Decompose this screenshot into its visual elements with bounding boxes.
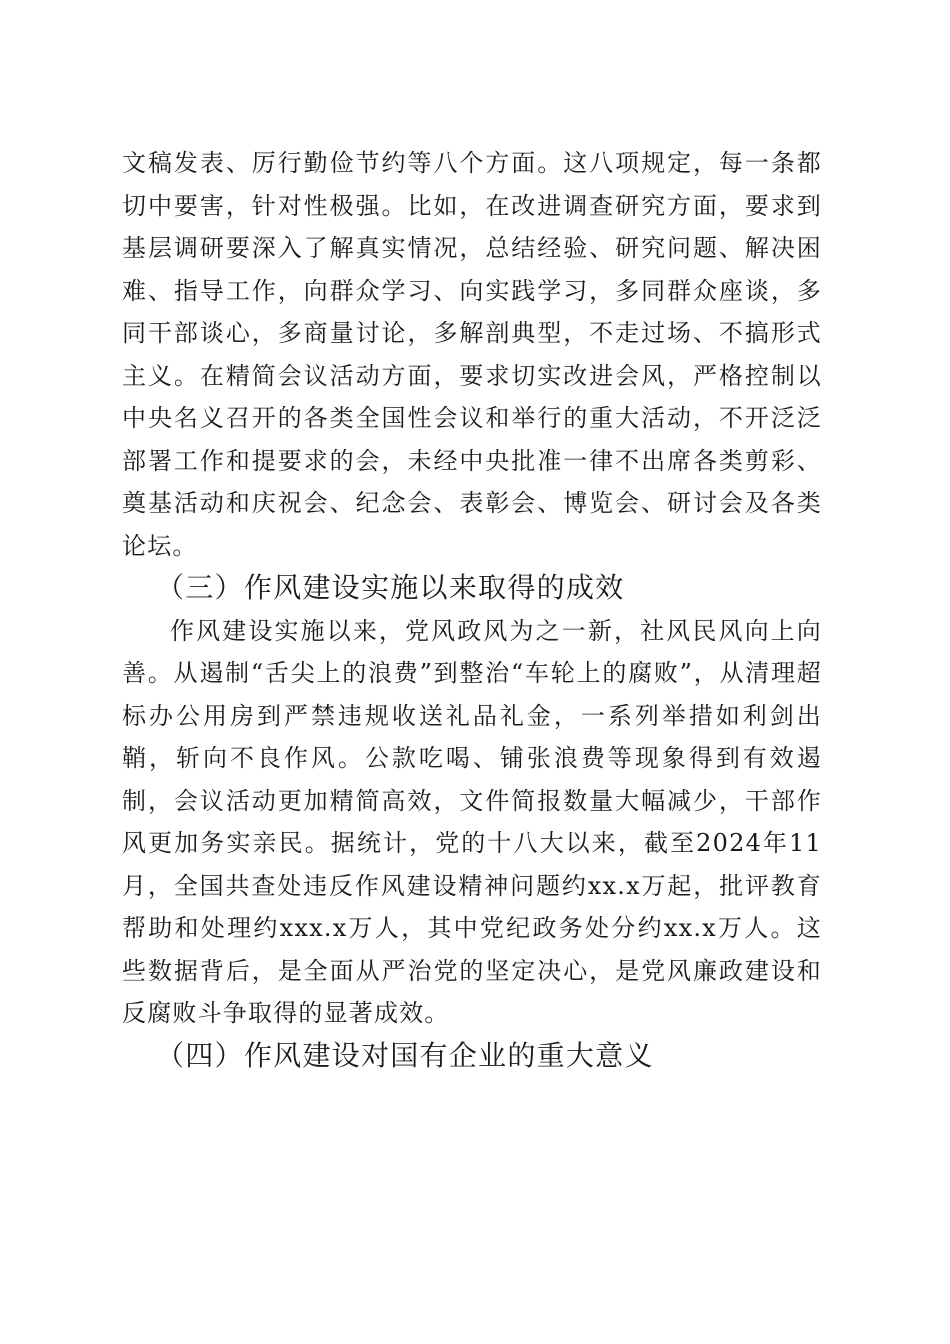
section-heading-3: （三）作风建设实施以来取得的成效 xyxy=(156,571,625,604)
section-heading-4: （四）作风建设对国有企业的重大意义 xyxy=(156,1038,654,1072)
paragraph-eight-regulations: 文稿发表、厉行勤俭节约等八个方面。这八项规定，每一条都切中要害，针对性极强。比如，在改进调查研究方面，要求到基层调研要深入了解真实情况，总结经验、研究问题、解决困难、指导工作，向群众学习、向实践学习，多同群众座谈，多同干部谈心，多商量讨论，多解剖典型，不走过场、不搞形式主义。在精简会议活动方面，要求切实改进会风，严格控制以中央名义召开的各类全国性会议和举行的重大活动，不开泛泛部署工作和提要求的会，未经中央批准一律不出席各类剪彩、奠基活动和庆祝会、纪念会、表彰会、博览会、研讨会及各类论坛。 xyxy=(122,149,822,560)
document-body xyxy=(122,142,822,1077)
paragraph-achievements: 作风建设实施以来，党风政风为之一新，社风民风向上向善。从遏制“舌尖上的浪费”到整治“车轮上的腐败”，从清理超标办公用房到严禁违规收送礼品礼金，一系列举措如利剑出鞘，斩向不良作风。公款吃喝、铺张浪费等现象得到有效遏制，会议活动更加精简高效，文件简报数量大幅减少，干部作风更加务实亲民。据统计，党的十八大以来，截至2024年11月，全国共查处违反作风建设精神问题约xx.x万起，批评教育帮助和处理约xxx.x万人，其中党纪政务处分约xx.x万人。这些数据背后，是全面从严治党的坚定决心，是党风廉政建设和反腐败斗争取得的显著成效。 xyxy=(122,616,822,1027)
